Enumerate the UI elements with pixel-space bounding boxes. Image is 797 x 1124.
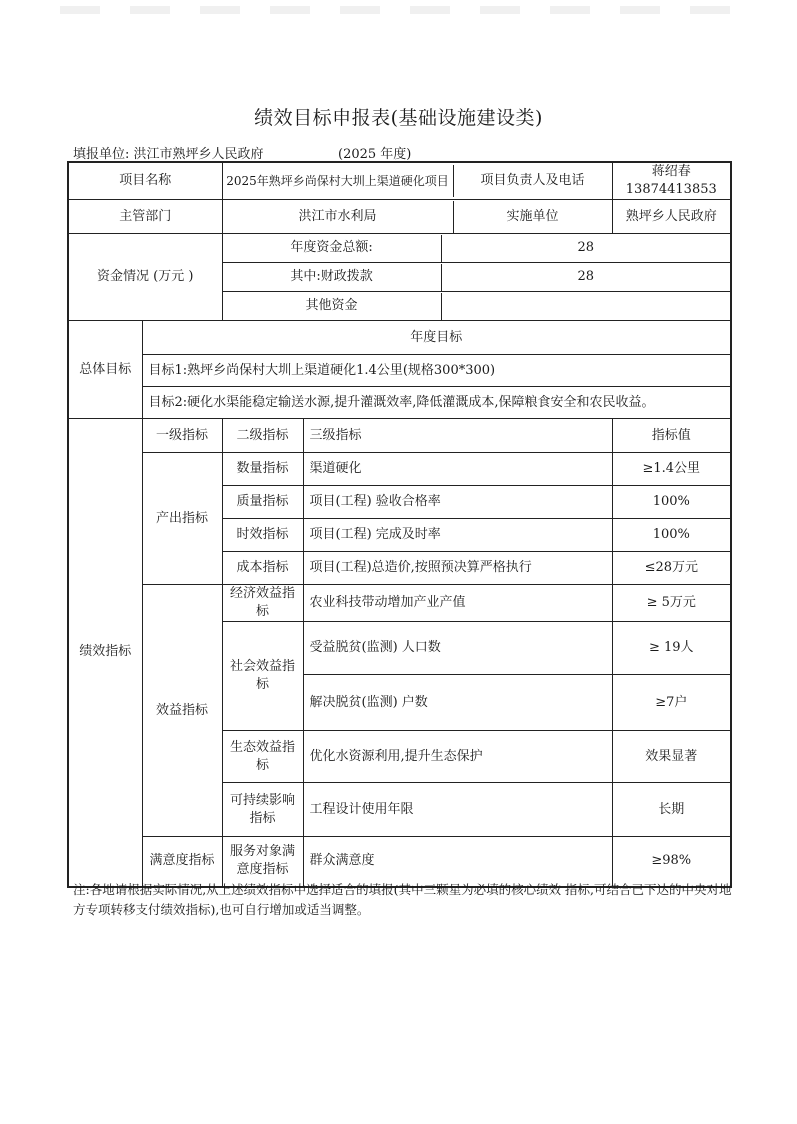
- funds-total-label: 年度资金总额:: [223, 235, 442, 262]
- project-leader-value: 蒋绍春13874413853: [612, 162, 731, 200]
- funds-other-row: [222, 292, 731, 321]
- unit-label: 填报单位:: [73, 147, 130, 162]
- output-value: ≤28万元: [612, 552, 731, 585]
- output-value: 100%: [612, 486, 731, 519]
- report-year: (2025 年度): [338, 147, 412, 162]
- page-title: 绩效目标申报表(基础设施建设类): [254, 107, 543, 129]
- annual-goal-label: 年度目标: [142, 321, 731, 355]
- funds-fiscal-row: [222, 263, 731, 292]
- satisfaction-label: 满意度指标: [142, 837, 222, 887]
- economic-value: ≥ 5万元: [612, 585, 731, 622]
- ecological-l2: 生态效益指标: [222, 731, 303, 783]
- satisfaction-l2: 服务对象满意度指标: [222, 837, 303, 887]
- benefit-label: 效益指标: [142, 585, 222, 837]
- unit-line: [73, 143, 733, 162]
- output-value: ≥1.4公里: [612, 453, 731, 486]
- unit-value: 洪江市熟坪乡人民政府: [133, 147, 264, 162]
- project-name-text: 2025年熟坪乡尚保村大圳上渠道硬化项目: [223, 165, 454, 197]
- output-l3: 项目(工程) 完成及时率: [303, 519, 612, 552]
- impl-value: 熟坪乡人民政府: [612, 200, 731, 234]
- goals-label: 总体目标: [68, 321, 142, 419]
- indicators-label: 绩效指标: [68, 419, 142, 887]
- satisfaction-value: ≥98%: [612, 837, 731, 887]
- project-name-value: [222, 162, 612, 200]
- col-level2: 二级指标: [222, 419, 303, 453]
- footnote: 注:各地请根据实际情况,从上述绩效指标中选择适合的填报(其中三颗星为必填的核心绩效 指标,可结合已下达的中央对地方专项转移支付绩效指标),也可自行增加或适当调整。: [73, 882, 732, 917]
- economic-l3: 农业科技带动增加产业产值: [303, 585, 612, 622]
- funds-fiscal-label: 其中:财政拨款: [223, 264, 442, 291]
- sustainable-l2: 可持续影响指标: [222, 783, 303, 837]
- dept-value: 洪江市水利局: [223, 201, 454, 233]
- ecological-value: 效果显著: [612, 731, 731, 783]
- funds-total-row: [222, 234, 731, 263]
- funds-fiscal-value: 28: [577, 269, 595, 284]
- sustainable-l3: 工程设计使用年限: [303, 783, 612, 837]
- col-level3: 三级指标: [303, 419, 612, 453]
- output-l3: 项目(工程)总造价,按照预决算严格执行: [303, 552, 612, 585]
- output-l2: 质量指标: [222, 486, 303, 519]
- output-value: 100%: [612, 519, 731, 552]
- project-leader-label: 项目负责人及电话: [480, 173, 585, 188]
- output-l3: 项目(工程) 验收合格率: [303, 486, 612, 519]
- ecological-l3: 优化水资源利用,提升生态保护: [303, 731, 612, 783]
- scan-artifact: [60, 6, 760, 14]
- performance-table: [67, 161, 732, 888]
- impl-label: 实施单位: [506, 208, 559, 224]
- social-value: ≥7户: [612, 675, 731, 731]
- output-l3: 渠道硬化: [303, 453, 612, 486]
- funds-total-value: 28: [577, 240, 595, 255]
- social-l2: 社会效益指标: [222, 622, 303, 731]
- col-level1: 一级指标: [142, 419, 222, 453]
- output-label: 产出指标: [142, 453, 222, 585]
- project-name-label: 项目名称: [68, 162, 222, 200]
- social-l3: 解决脱贫(监测) 户数: [303, 675, 612, 731]
- dept-row: [222, 200, 612, 234]
- funds-other-value: [442, 293, 731, 320]
- economic-l2: 经济效益指标: [222, 585, 303, 622]
- output-l2: 成本指标: [222, 552, 303, 585]
- col-value: 指标值: [612, 419, 731, 453]
- output-l2: 数量指标: [222, 453, 303, 486]
- dept-label: 主管部门: [68, 200, 222, 234]
- social-l3: 受益脱贫(监测) 人口数: [303, 622, 612, 675]
- satisfaction-l3: 群众满意度: [303, 837, 612, 887]
- goal-1: 目标1:熟坪乡尚保村大圳上渠道硬化1.4公里(规格300*300): [142, 355, 731, 387]
- output-l2: 时效指标: [222, 519, 303, 552]
- sustainable-value: 长期: [612, 783, 731, 837]
- funds-label: 资金情况 (万元 ): [68, 234, 222, 321]
- funds-other-label: 其他资金: [223, 293, 442, 320]
- social-value: ≥ 19人: [612, 622, 731, 675]
- goal-2: 目标2:硬化水渠能稳定输送水源,提升灌溉效率,降低灌溉成本,保障粮食安全和农民收益。: [142, 387, 731, 419]
